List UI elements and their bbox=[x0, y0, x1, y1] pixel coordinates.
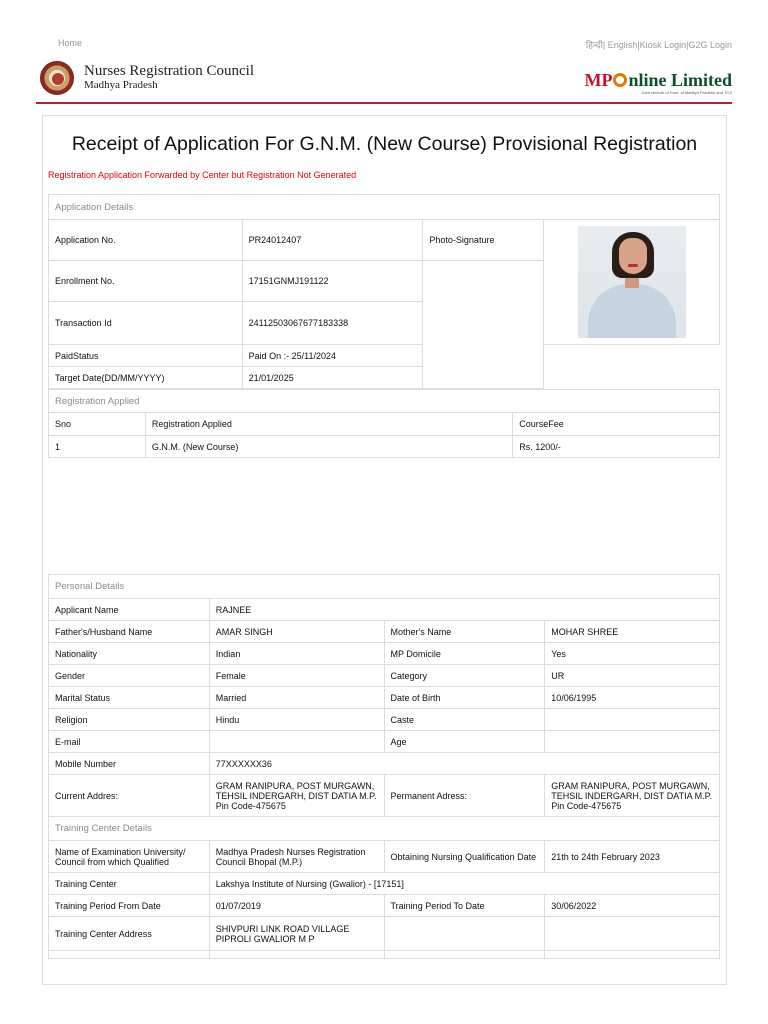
nrc-emblem-icon bbox=[40, 61, 74, 95]
father-name: AMAR SINGH bbox=[209, 621, 384, 643]
column-header: Sno bbox=[49, 413, 146, 436]
status-message: Registration Application Forwarded by Center but Registration Not Generated bbox=[48, 170, 357, 180]
page-title: Receipt of Application For G.N.M. (New Course) Provisional Registration bbox=[71, 133, 698, 155]
section-header: Registration Applied bbox=[49, 390, 720, 413]
mponline-o-icon bbox=[613, 73, 627, 87]
table-row: 1 G.N.M. (New Course) Rs. 1200/- bbox=[49, 436, 720, 458]
photo-cell bbox=[544, 220, 720, 345]
field-label: Target Date(DD/MM/YYYY) bbox=[49, 367, 243, 389]
paid-status: Paid On :- 25/11/2024 bbox=[242, 345, 423, 367]
transaction-id: 24112503067677183338 bbox=[242, 302, 423, 345]
applicant-name: RAJNEE bbox=[209, 599, 719, 621]
qualification-date: 21th to 24th February 2023 bbox=[545, 841, 720, 873]
enrollment-number: 17151GNMJ191122 bbox=[242, 261, 423, 302]
personal-details-table: Personal Details Applicant Name RAJNEE Father's/Husband Name AMAR SINGH Mother's Name MOHAR SHREE Nationality Indian MP Domicile Yes Gender Female Category UR Marital Status Married Date of Birth 10/06/1995 Religion Hindu Caste E-mail Age Mobile Number 77XXXXXX36 Current Addres: GRAM RANIPURA, POST MURGAWN, TEHSIL INDERGARH, DIST DATIA M.P. Pin Code-475675 Permanent Adress: GRAM RANIPURA, POST MURGAWN, TEHSIL INDERGARH, DIST DATIA M.P. Pin Code-475675 Training Center Details Name of Examination University/ Council from which Qualified Madhya Pradesh Nurses Registration Council Bhopal (M.P.) Obtaining Nursing Qualification Date 21th to 24th February 2023 Training Center Lakshya Institute of Nursing (Gwalior) - [17151] Training Period From Date 01/07/2019 Training Period To Date 30/06/2022 Training Center Address SHIVPURI LINK ROAD VILLAGE PIPROLI GWALIOR M P bbox=[48, 574, 720, 959]
religion: Hindu bbox=[209, 709, 384, 731]
examination-council: Madhya Pradesh Nurses Registration Council Bhopal (M.P.) bbox=[209, 841, 384, 873]
site-header bbox=[36, 58, 732, 104]
mponline-tagline: Joint venture of Govt. of Madhya Pradesh and TCS bbox=[641, 90, 732, 95]
mponline-logo[interactable]: MP nline Limited bbox=[584, 70, 732, 90]
top-nav bbox=[58, 38, 732, 52]
applicant-photo bbox=[578, 226, 686, 338]
section-header: Application Details bbox=[49, 195, 720, 220]
section-header: Training Center Details bbox=[49, 817, 720, 841]
field-label: Photo-Signature bbox=[423, 220, 544, 261]
training-center-address: SHIVPURI LINK ROAD VILLAGE PIPROLI GWALIOR M P bbox=[209, 917, 384, 951]
field-label: Enrollment No. bbox=[49, 261, 243, 302]
application-details-table bbox=[48, 194, 720, 389]
field-label: Transaction Id bbox=[49, 302, 243, 345]
application-number: PR24012407 bbox=[242, 220, 423, 261]
caste bbox=[545, 709, 720, 731]
permanent-address: GRAM RANIPURA, POST MURGAWN, TEHSIL INDERGARH, DIST DATIA M.P. Pin Code-475675 bbox=[545, 775, 720, 817]
home-link[interactable]: Home bbox=[58, 38, 83, 48]
nationality: Indian bbox=[209, 643, 384, 665]
current-address: GRAM RANIPURA, POST MURGAWN, TEHSIL INDERGARH, DIST DATIA M.P. Pin Code-475675 bbox=[209, 775, 384, 817]
language-login-links[interactable]: हिन्दी| English|Kiosk Login|G2G Login bbox=[585, 40, 732, 50]
training-from-date: 01/07/2019 bbox=[209, 895, 384, 917]
date-of-birth: 10/06/1995 bbox=[545, 687, 720, 709]
training-center: Lakshya Institute of Nursing (Gwalior) - [17151] bbox=[209, 873, 719, 895]
category: UR bbox=[545, 665, 720, 687]
org-name: Nurses Registration Council bbox=[84, 63, 254, 79]
training-to-date: 30/06/2022 bbox=[545, 895, 720, 917]
age bbox=[545, 731, 720, 753]
section-header: Personal Details bbox=[49, 575, 720, 599]
marital-status: Married bbox=[209, 687, 384, 709]
column-header: Registration Applied bbox=[145, 413, 512, 436]
field-label: Application No. bbox=[49, 220, 243, 261]
mp-domicile: Yes bbox=[545, 643, 720, 665]
email bbox=[209, 731, 384, 753]
field-label: PaidStatus bbox=[49, 345, 243, 367]
target-date: 21/01/2025 bbox=[242, 367, 423, 389]
column-header: CourseFee bbox=[513, 413, 720, 436]
mobile-number: 77XXXXXX36 bbox=[209, 753, 719, 775]
org-subtitle: Madhya Pradesh bbox=[84, 79, 158, 91]
gender: Female bbox=[209, 665, 384, 687]
registration-applied-table bbox=[48, 389, 720, 458]
mother-name: MOHAR SHREE bbox=[545, 621, 720, 643]
